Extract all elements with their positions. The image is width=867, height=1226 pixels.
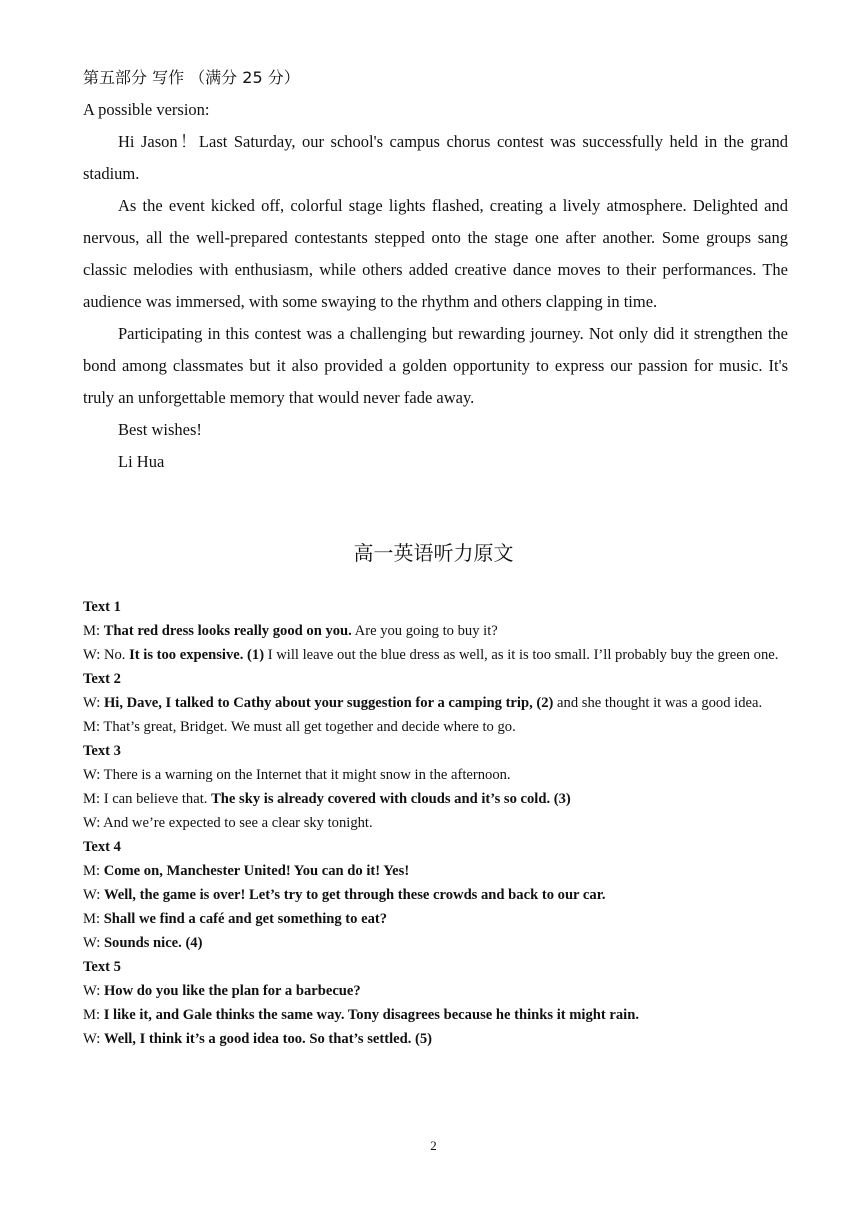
speaker: W: (83, 815, 104, 831)
dialogue-turn (83, 883, 789, 907)
text-label-3: Text 3 (83, 743, 121, 759)
key-sentence: Well, the game is over! Let’s try to get through these crowds and back to our car. (103, 887, 606, 903)
essay-paragraph-2: As the event kicked off, colorful stage lights flashed, creating a lively atmosphere. Delighted and nervous, all the well-prepared contestants stepped onto the stage one after another. Some groups sang classic melodies with enthusiasm, while others added creative dance moves to their performances. The audience was immersed, with some swaying to the rhythm and others clapping in time. (83, 196, 788, 311)
dialogue-turn (83, 619, 789, 643)
turn-text: That’s great, Bridget. We must all get together and decide where to go. (103, 719, 516, 735)
turn-text: and she thought it was a good idea. (553, 695, 763, 711)
essay-paragraph-3: Participating in this contest was a challenging but rewarding journey. Not only did it strengthen the bond among classmates but it also provided a golden opportunity to express our passion for music. It's truly an unforgettable memory that would never fade away. (83, 324, 788, 407)
essay-signature: Li Hua (118, 452, 165, 471)
dialogue-turn (83, 715, 789, 739)
key-sentence: That red dress looks really good on you. (103, 623, 352, 639)
dialogue-turn (83, 979, 789, 1003)
key-sentence: Shall we find a café and get something to eat? (103, 911, 388, 927)
turn-text: No. (103, 647, 130, 663)
dialogue-turn (83, 763, 789, 787)
speaker: M: (83, 911, 104, 927)
turn-text: I can believe that. (103, 791, 212, 807)
speaker: W: (83, 767, 104, 783)
dialogue-turn (83, 787, 789, 811)
speaker: M: (83, 863, 104, 879)
dialogue-turn (83, 1027, 789, 1051)
essay-paragraph-1: Hi Jason！Last Saturday, our school's campus chorus contest was successfully held in the grand stadium. (83, 132, 788, 183)
listening-transcript (83, 595, 789, 1051)
turn-text: There is a warning on the Internet that it might snow in the afternoon. (103, 767, 511, 783)
dialogue-turn (83, 811, 789, 835)
dialogue-turn (83, 1003, 789, 1027)
page-number: 2 (430, 1138, 437, 1153)
key-sentence: I like it, and Gale thinks the same way. Tony disagrees because he thinks it might rain. (103, 1007, 640, 1023)
speaker: M: (83, 719, 104, 735)
turn-text: I will leave out the blue dress as well, as it is too small. I’ll probably buy the green one. (264, 647, 779, 663)
speaker: W: (83, 887, 104, 903)
speaker: W: (83, 935, 104, 951)
key-sentence: How do you like the plan for a barbecue? (103, 983, 361, 999)
speaker: W: (83, 983, 104, 999)
key-sentence: Well, I think it’s a good idea too. So that’s settled. (5) (103, 1031, 433, 1047)
key-sentence: Hi, Dave, I talked to Cathy about your suggestion for a camping trip, (2) (103, 695, 554, 711)
dialogue-turn (83, 931, 789, 955)
turn-text: Are you going to buy it? (351, 623, 498, 639)
turn-text: And we’re expected to see a clear sky tonight. (103, 815, 373, 831)
speaker: M: (83, 623, 104, 639)
listening-title: 高一英语听力原文 (353, 541, 514, 565)
text-label-5: Text 5 (83, 959, 121, 975)
speaker: W: (83, 647, 104, 663)
key-sentence: Sounds nice. (4) (103, 935, 203, 951)
text-label-2: Text 2 (83, 671, 121, 687)
text-label-4: Text 4 (83, 839, 121, 855)
writing-section (83, 62, 788, 478)
text-label-1: Text 1 (83, 599, 121, 615)
essay-closing: Best wishes! (118, 420, 202, 439)
speaker: W: (83, 1031, 104, 1047)
speaker: M: (83, 1007, 104, 1023)
dialogue-turn (83, 859, 789, 883)
key-sentence: Come on, Manchester United! You can do it! Yes! (103, 863, 410, 879)
key-sentence: The sky is already covered with clouds and it’s so cold. (3) (211, 791, 571, 807)
dialogue-turn (83, 907, 789, 931)
dialogue-turn (83, 691, 789, 715)
section-title: 第五部分 写作 （满分 25 分） (83, 68, 300, 87)
key-sentence: It is too expensive. (1) (129, 647, 265, 663)
dialogue-turn (83, 643, 789, 667)
speaker: W: (83, 695, 104, 711)
speaker: M: (83, 791, 104, 807)
essay-subtitle: A possible version: (83, 100, 210, 119)
